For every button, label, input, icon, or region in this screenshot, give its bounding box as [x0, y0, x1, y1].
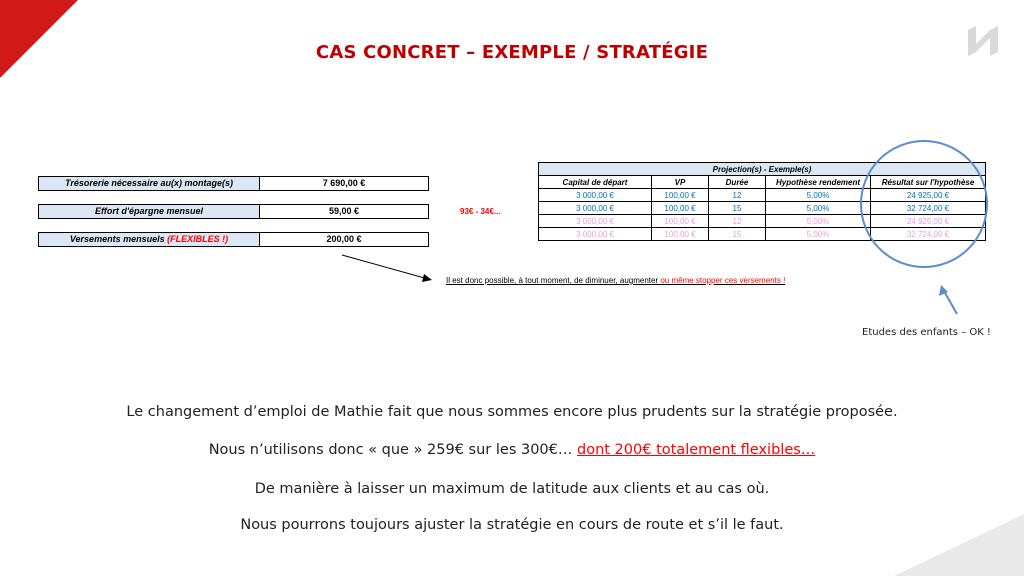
- cell-duree: 12: [709, 215, 766, 228]
- cell-capital: 3 000,00 €: [539, 189, 652, 202]
- treasury-label: Trésorerie nécessaire au(x) montage(s): [39, 177, 260, 190]
- flexible-flag: (FLEXIBLES !): [167, 234, 229, 244]
- body-line-2: [0, 442, 1024, 458]
- header-hypothese: Hypothèse rendement: [766, 176, 871, 189]
- body-line-4: Nous pourrons toujours ajuster la stratégie en cours de route et s’il le faut.: [240, 517, 784, 533]
- cell-capital: 3 000,00 €: [539, 215, 652, 228]
- projection-title: Projection(s) - Exemple(s): [539, 163, 986, 176]
- cell-duree: 15: [709, 202, 766, 215]
- header-vp: VP: [652, 176, 709, 189]
- body-line-2-red: dont 200€ totalement flexibles…: [577, 442, 816, 458]
- cell-resultat: 32 724,00 €: [871, 202, 986, 215]
- cell-vp: 100,00 €: [652, 215, 709, 228]
- cell-vp: 100,00 €: [652, 189, 709, 202]
- cell-duree: 12: [709, 189, 766, 202]
- arrow-note-red: ou même stopper ces versements !: [660, 276, 786, 285]
- header-resultat: Résultat sur l'hypothèse: [871, 176, 986, 189]
- cell-rendement: 5,00%: [766, 189, 871, 202]
- cell-capital: 3 000,00 €: [539, 228, 652, 241]
- body-line-1: Le changement d’emploi de Mathie fait que nous sommes encore plus prudents sur la stratégie proposée.: [126, 404, 898, 420]
- body-line-3: De manière à laisser un maximum de latitude aux clients et au cas où.: [254, 481, 770, 497]
- savings-label: Effort d'épargne mensuel: [39, 205, 260, 218]
- header-duree: Durée: [709, 176, 766, 189]
- cell-resultat: 24 925,00 €: [871, 215, 986, 228]
- header-capital: Capital de départ: [539, 176, 652, 189]
- body-line-2-text: Nous n’utilisons donc « que » 259€ sur les 300€…: [208, 442, 577, 458]
- arrow-note-text: Il est donc possible, à tout moment, de diminuer, augmenter: [446, 276, 661, 285]
- cell-vp: 100,00 €: [652, 228, 709, 241]
- cell-rendement: 5,00%: [766, 202, 871, 215]
- arrow-note: [446, 276, 785, 285]
- caption: Etudes des enfants – OK !: [862, 327, 991, 338]
- arrow-up-left: [939, 285, 957, 314]
- payments-label: Versements mensuels: [69, 234, 165, 244]
- payments-value: 200,00 €: [260, 233, 428, 246]
- cell-resultat: 24 925,00 €: [871, 189, 986, 202]
- savings-value: 59,00 €: [260, 205, 428, 218]
- cell-vp: 100,00 €: [652, 202, 709, 215]
- cell-rendement: 5,00%: [766, 215, 871, 228]
- cell-duree: 15: [709, 228, 766, 241]
- page-title: CAS CONCRET – EXEMPLE / STRATÉGIE: [315, 42, 709, 63]
- cell-capital: 3 000,00 €: [539, 202, 652, 215]
- cell-resultat: 32 724,00 €: [871, 228, 986, 241]
- middle-note: 93€ - 34€...: [460, 207, 501, 216]
- arrow-right-down: [342, 255, 432, 282]
- cell-rendement: 5,00%: [766, 228, 871, 241]
- treasury-value: 7 690,00 €: [260, 177, 428, 190]
